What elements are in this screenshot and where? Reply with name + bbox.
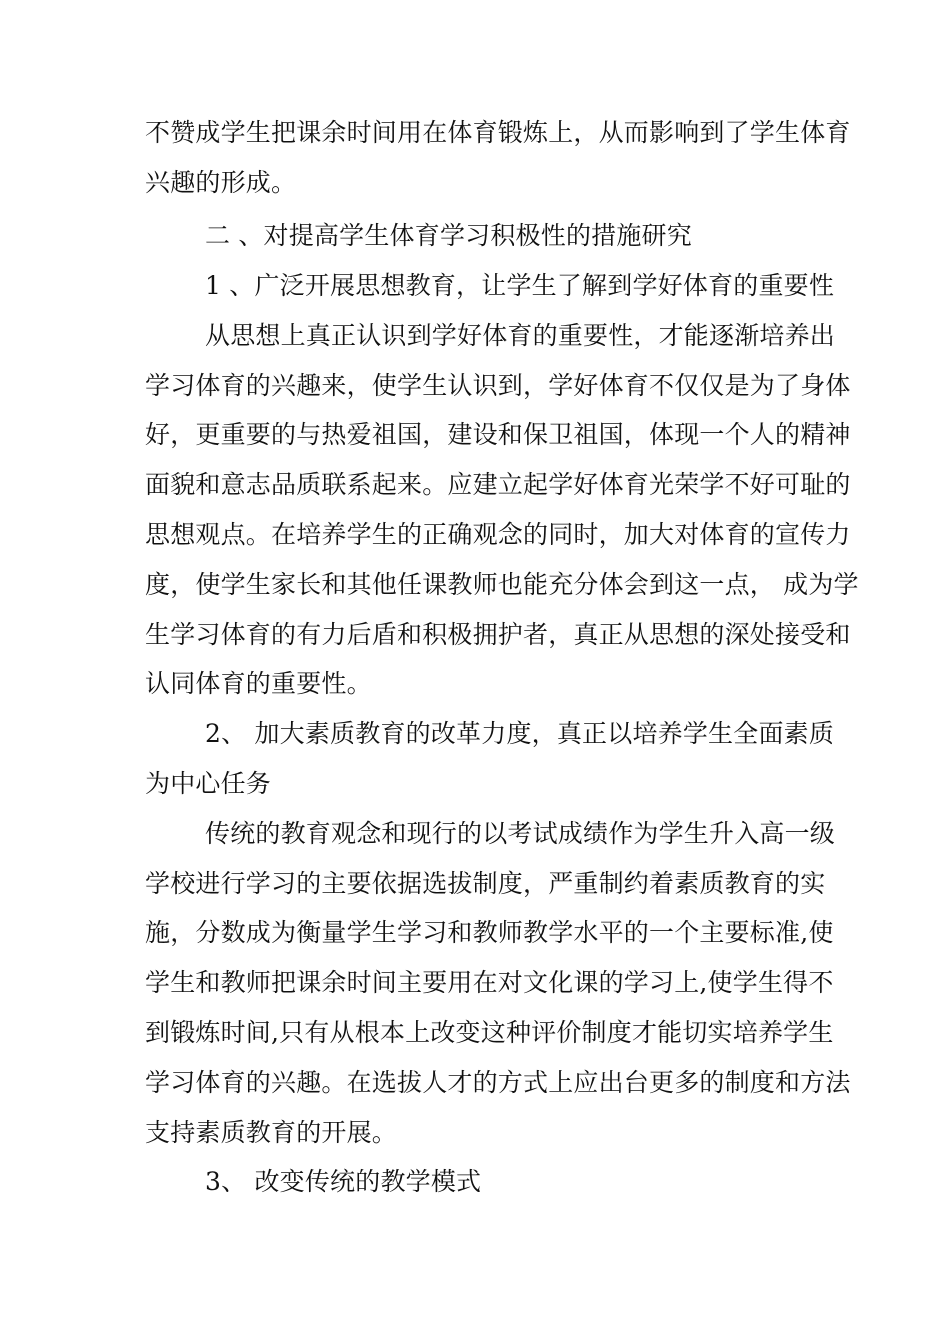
- paragraph-line: 学校进行学习的主要依据选拔制度，严重制约着素质教育的实: [145, 869, 826, 898]
- paragraph-line: 支持素质教育的开展。: [145, 1118, 398, 1147]
- paragraph-line: 学习体育的兴趣。在选拔人才的方式上应出台更多的制度和方法: [145, 1068, 851, 1097]
- paragraph-line: 学生和教师把课余时间主要用在对文化课的学习上,使学生得不: [145, 968, 834, 997]
- paragraph-line: 生学习体育的有力后盾和积极拥护者，真正从思想的深处接受和: [145, 620, 851, 649]
- paragraph-line: 不赞成学生把课余时间用在体育锻炼上，从而影响到了学生体育: [145, 118, 851, 147]
- paragraph-line: 好，更重要的与热爱祖国，建设和保卫祖国，体现一个人的精神: [145, 420, 851, 449]
- paragraph-line: 兴趣的形成。: [145, 168, 297, 197]
- section-heading: 二 、对提高学生体育学习积极性的措施研究: [205, 221, 692, 250]
- subsection-heading: 3、 改变传统的教学模式: [205, 1167, 482, 1196]
- paragraph-line: 到锻炼时间,只有从根本上改变这种评价制度才能切实培养学生: [145, 1018, 834, 1047]
- subsection-heading-continuation: 为中心任务: [145, 769, 272, 798]
- paragraph-line: 面貌和意志品质联系起来。应建立起学好体育光荣学不好可耻的: [145, 470, 851, 499]
- paragraph-line: 度，使学生家长和其他任课教师也能充分体会到这一点， 成为学: [145, 570, 859, 599]
- subsection-heading: 2、 加大素质教育的改革力度，真正以培养学生全面素质: [205, 719, 835, 748]
- paragraph-line: 认同体育的重要性。: [145, 669, 372, 698]
- paragraph-line: 传统的教育观念和现行的以考试成绩作为学生升入高一级: [205, 819, 836, 848]
- paragraph-line: 从思想上真正认识到学好体育的重要性，才能逐渐培养出: [205, 321, 836, 350]
- paragraph-line: 施，分数成为衡量学生学习和教师教学水平的一个主要标准,使: [145, 918, 834, 947]
- subsection-heading: 1 、广泛开展思想教育，让学生了解到学好体育的重要性: [205, 271, 835, 300]
- paragraph-line: 学习体育的兴趣来，使学生认识到，学好体育不仅仅是为了身体: [145, 371, 851, 400]
- paragraph-line: 思想观点。在培养学生的正确观念的同时，加大对体育的宣传力: [145, 520, 851, 549]
